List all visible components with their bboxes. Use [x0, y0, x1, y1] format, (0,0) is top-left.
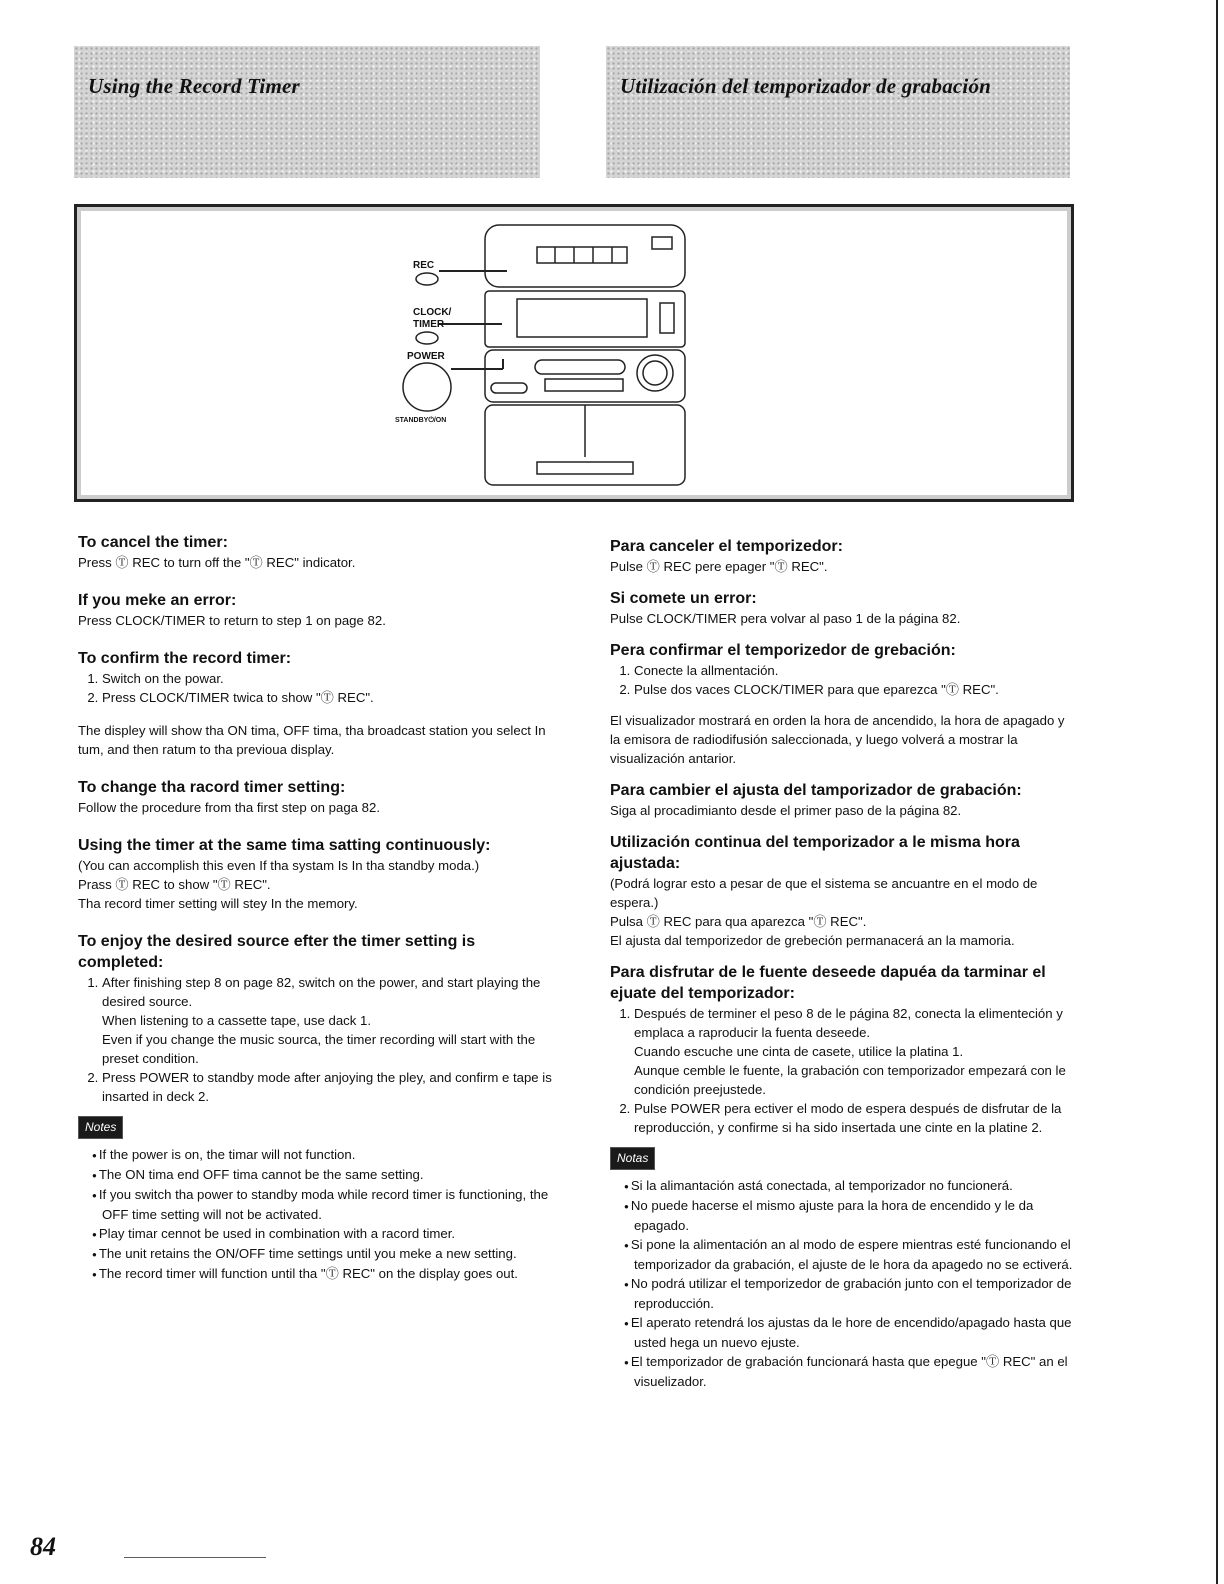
stereo-unit-illustration [77, 207, 1071, 499]
en-continuous-title: Using the timer at the same tima satting continuously: [78, 837, 491, 854]
en-enjoy-step1-c: Even if you change the music sourca, the timer recording will start with the preset condition. [102, 1032, 536, 1066]
list-item: ● The ON tima end OFF tima cannot be the same setting. [90, 1165, 552, 1185]
list-item: ● The record timer will function until tha "Ⓣ REC" on the display goes out. [90, 1264, 552, 1284]
list-item: ● Play timar cennot be used in combination with a racord timer. [90, 1224, 552, 1244]
power-label: POWER [407, 351, 445, 362]
en-confirm-title: To confirm the record timer: [78, 650, 292, 667]
es-confirm-steps [610, 661, 1076, 699]
es-notes-list [610, 1176, 1076, 1391]
list-item: 1. Conecte la allmentación. [634, 661, 1076, 680]
en-title-banner [74, 46, 540, 178]
es-error-title: Si comete un error: [610, 590, 757, 607]
standby-label: STANDBY⏻/ON [395, 417, 447, 424]
timer-label: TIMER [413, 319, 445, 330]
clock-timer-button-icon [416, 332, 438, 344]
list-item: 2. Press CLOCK/TIMER twica to show "Ⓣ REC". [102, 688, 552, 707]
en-error-title: If you meke an error: [78, 592, 237, 609]
spanish-column [610, 536, 1076, 1391]
es-enjoy-steps [610, 1004, 1076, 1137]
en-notes-badge: Notes [78, 1116, 123, 1139]
list-item: ● No podrá utilizar el temporizedor de grabación junto con el temporizador de reproducción. [622, 1274, 1076, 1313]
es-continuous-line2: Pulsa Ⓣ REC para qua aparezca "Ⓣ REC". [610, 914, 867, 929]
rec-button-icon [416, 273, 438, 285]
es-change-title: Para cambier el ajusta del tamporizador de grabación: [610, 782, 1022, 799]
clock-label: CLOCK/ [413, 307, 452, 318]
list-item: 2. Press POWER to standby mode after anjoying the pley, and confirm e tape is insarted in deck 2. [102, 1068, 552, 1106]
es-confirm-title: Pera confirmar el temporizedor de grebación: [610, 642, 956, 659]
es-continuous-line1: (Podrá lograr esto a pesar de que el sistema se ancuantre en el modo de espera.) [610, 876, 1038, 910]
es-continuous-line3: El ajusta dal temporizedor de grebeción permanacerá an la mamoria. [610, 933, 1015, 948]
top-unit [485, 225, 685, 287]
es-cancel-title: Para canceler el temporizedor: [610, 538, 843, 555]
english-column [78, 532, 552, 1284]
en-confirm-body: The displey will show tha ON tima, OFF tima, tha broadcast station you select In tum, and then ratum to tha previoua display. [78, 723, 546, 757]
list-item: ● If the power is on, the timar will not function. [90, 1145, 552, 1165]
stereo-diagram [74, 204, 1074, 502]
en-confirm-steps [78, 669, 552, 707]
amp-unit [485, 350, 685, 402]
es-enjoy-title: Para disfrutar de le fuente deseede dapuéa da tarminar el ejuate del temporizador: [610, 964, 1046, 1002]
page-edge-divider [1216, 0, 1218, 1584]
power-button-icon [403, 363, 451, 411]
list-item [102, 973, 552, 1068]
es-page-title: Utilización del temporizador de grabación [620, 74, 992, 98]
en-enjoy-step1-b: When listening to a cassette tape, use dack 1. [102, 1013, 372, 1028]
es-cancel-body: Pulse Ⓣ REC pere epager "Ⓣ REC". [610, 559, 828, 574]
en-notes-list [78, 1145, 552, 1284]
es-confirm-body: El visualizador mostrará en orden la hora de ancendido, la hora de apagado y la emisora de radiodifusión saleccionada, y luego volverá a mostrar la visualización antarior. [610, 713, 1065, 766]
es-title-banner [606, 46, 1070, 178]
list-item: ● El temporizador de grabación funcionará hasta que epegue "Ⓣ REC" an el visuelizador. [622, 1352, 1076, 1391]
list-item [634, 1004, 1076, 1099]
rec-label: REC [413, 260, 435, 271]
es-enjoy-step1-b: Cuando escuche une cinta de casete, utilice la platina 1. [634, 1044, 964, 1059]
es-enjoy-step1-c: Aunque cemble le fuente, la grabación con temporizador empezará con le condición preejustede. [634, 1063, 1066, 1097]
es-change-body: Siga al procadimianto desde el primer paso de la página 82. [610, 803, 962, 818]
en-enjoy-step1-a: After finishing step 8 on page 82, switch on the power, and start playing the desired source. [102, 975, 541, 1009]
en-continuous-line2: Prass Ⓣ REC to show "Ⓣ REC". [78, 877, 271, 892]
en-enjoy-title: To enjoy the desired source efter the timer setting is completed: [78, 933, 476, 971]
es-continuous-title: Utilización continua del temporizador a le misma hora ajustada: [610, 834, 1020, 872]
es-notes-badge: Notas [610, 1147, 655, 1170]
page-number: 84 [30, 1532, 56, 1561]
en-cancel-body: Press Ⓣ REC to turn off the "Ⓣ REC" indicator. [78, 555, 356, 570]
en-enjoy-steps [78, 973, 552, 1106]
list-item: 1. Switch on the powar. [102, 669, 552, 688]
en-cancel-title: To cancel the timer: [78, 534, 228, 551]
en-change-title: To change tha racord timer setting: [78, 779, 346, 796]
en-continuous-line3: Tha record timer setting will stey In the memory. [78, 896, 358, 911]
en-continuous-line1: (You can accomplish this even If tha systam Is In tha standby moda.) [78, 858, 480, 873]
list-item: ● No puede hacerse el mismo ajuste para la hora de encendido y le da epagado. [622, 1196, 1076, 1235]
es-error-body: Pulse CLOCK/TIMER pera volvar al paso 1 de la página 82. [610, 611, 961, 626]
list-item: ● If you switch tha power to standby moda while record timer is functioning, the OFF time setting will not be activated. [90, 1185, 552, 1224]
list-item: ● Si la alimantación astá conectada, al temporizador no funcionerá. [622, 1176, 1076, 1196]
en-page-title: Using the Record Timer [88, 74, 300, 98]
list-item: 2. Pulse dos vaces CLOCK/TIMER para que eparezca "Ⓣ REC". [634, 680, 1076, 699]
es-enjoy-step1-a: Después de terminer el peso 8 de le página 82, conecta la elimenteción y emplaca a raproducir la fuenta deseede. [634, 1006, 1063, 1040]
en-change-body: Follow the procedure from tha first step on paga 82. [78, 800, 381, 815]
footer-rule [124, 1557, 266, 1558]
list-item: 2. Pulse POWER pera ectiver el modo de espera después de disfrutar de la reproducción, y confirme si ha sido insertada une cinte en la platine 2. [634, 1099, 1076, 1137]
list-item: ● El aperato retendrá los ajustas da le hore de encendido/apagado hasta que usted hega un nuevo ejuste. [622, 1313, 1076, 1352]
list-item: ● The unit retains the ON/OFF time settings until you meke a new setting. [90, 1244, 552, 1264]
list-item: ● Si pone la alimentación an al modo de espere mientras esté funcionando el temporizador da grabación, el ajuste de le hora da apagedo no se ectiverá. [622, 1235, 1076, 1274]
en-error-body: Press CLOCK/TIMER to return to step 1 on page 82. [78, 613, 386, 628]
